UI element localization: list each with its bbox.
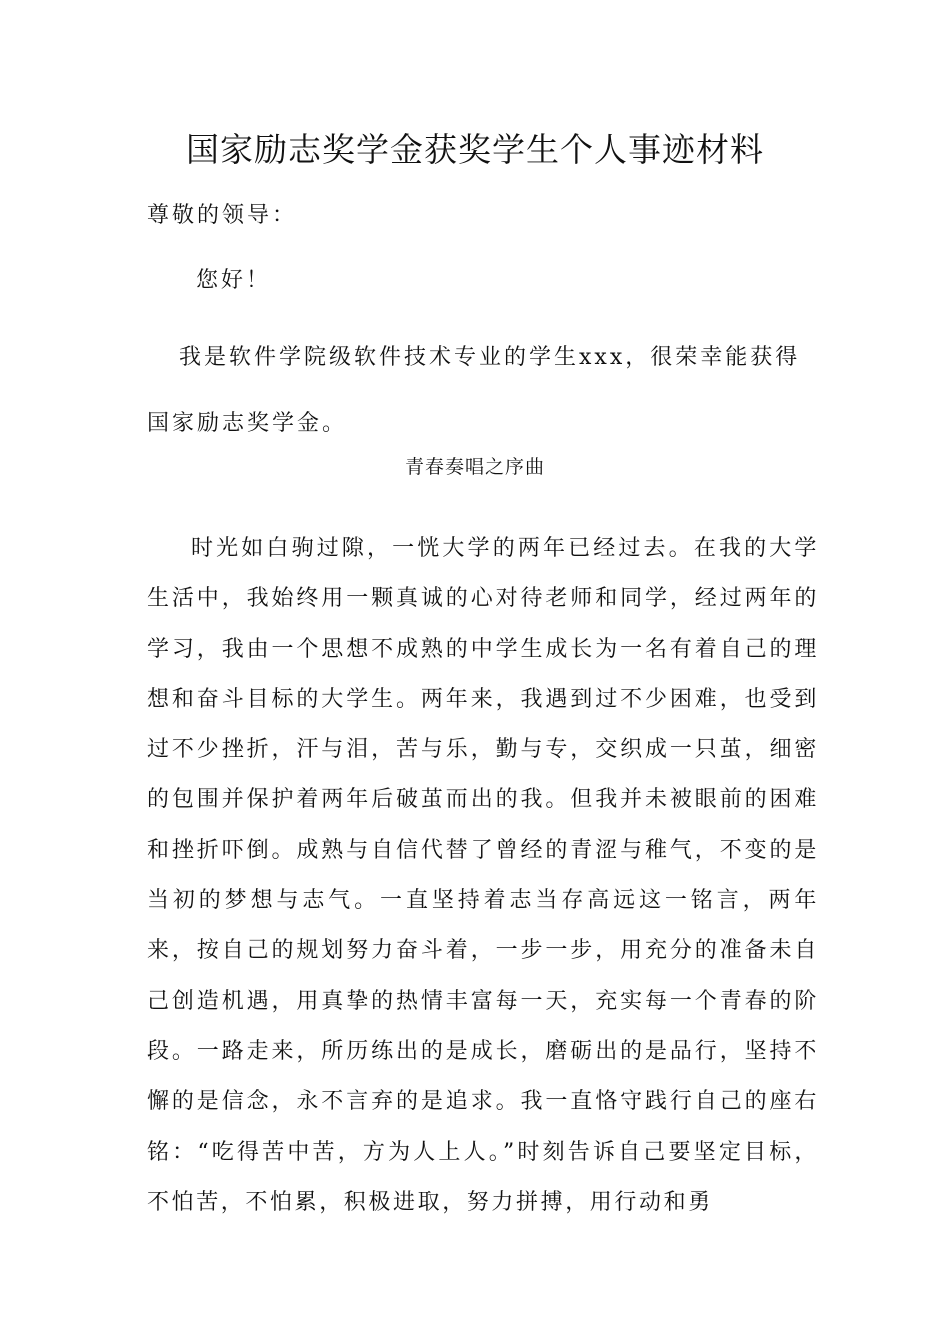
document-title: 国家励志奖学金获奖学生个人事迹材料: [186, 130, 764, 169]
section-heading: 青春奏唱之序曲: [404, 456, 545, 478]
greeting: 您好！: [196, 268, 272, 293]
intro-paragraph: 我是软件学院级软件技术专业的学生xxx，很荣幸能获得国家励志奖学金。: [147, 345, 801, 436]
body-paragraph: 时光如白驹过隙，一恍大学的两年已经过去。在我的大学生活中，我始终用一颗真诚的心对待老师和同学，经过两年的学习，我由一个思想不成熟的中学生成长为一名有着自己的理想和奋斗目标的大学生。两年来，我遇到过不少困难，也受到过不少挫折，汗与泪，苦与乐，勤与专，交织成一只茧，细密的包围并保护着两年后破茧而出的我。但我并未被眼前的困难和挫折吓倒。成熟与自信代替了曾经的青涩与稚气，不变的是当初的梦想与志气。一直坚持着志当存高远这一铭言，两年来，按自己的规划努力奋斗着，一步一步，用充分的准备未自己创造机遇，用真挚的热情丰富每一天，充实每一个青春的阶段。一路走来，所历练出的是成长，磨砺出的是品行，坚持不懈的是信念，永不言弃的是追求。我一直恪守践行自己的座右铭：“吃得苦中苦，方为人上人。”时刻告诉自己要坚定目标，不怕苦，不怕累，积极进取，努力拼搏，用行动和勇: [147, 536, 819, 1215]
salutation: 尊敬的领导：: [147, 203, 298, 228]
